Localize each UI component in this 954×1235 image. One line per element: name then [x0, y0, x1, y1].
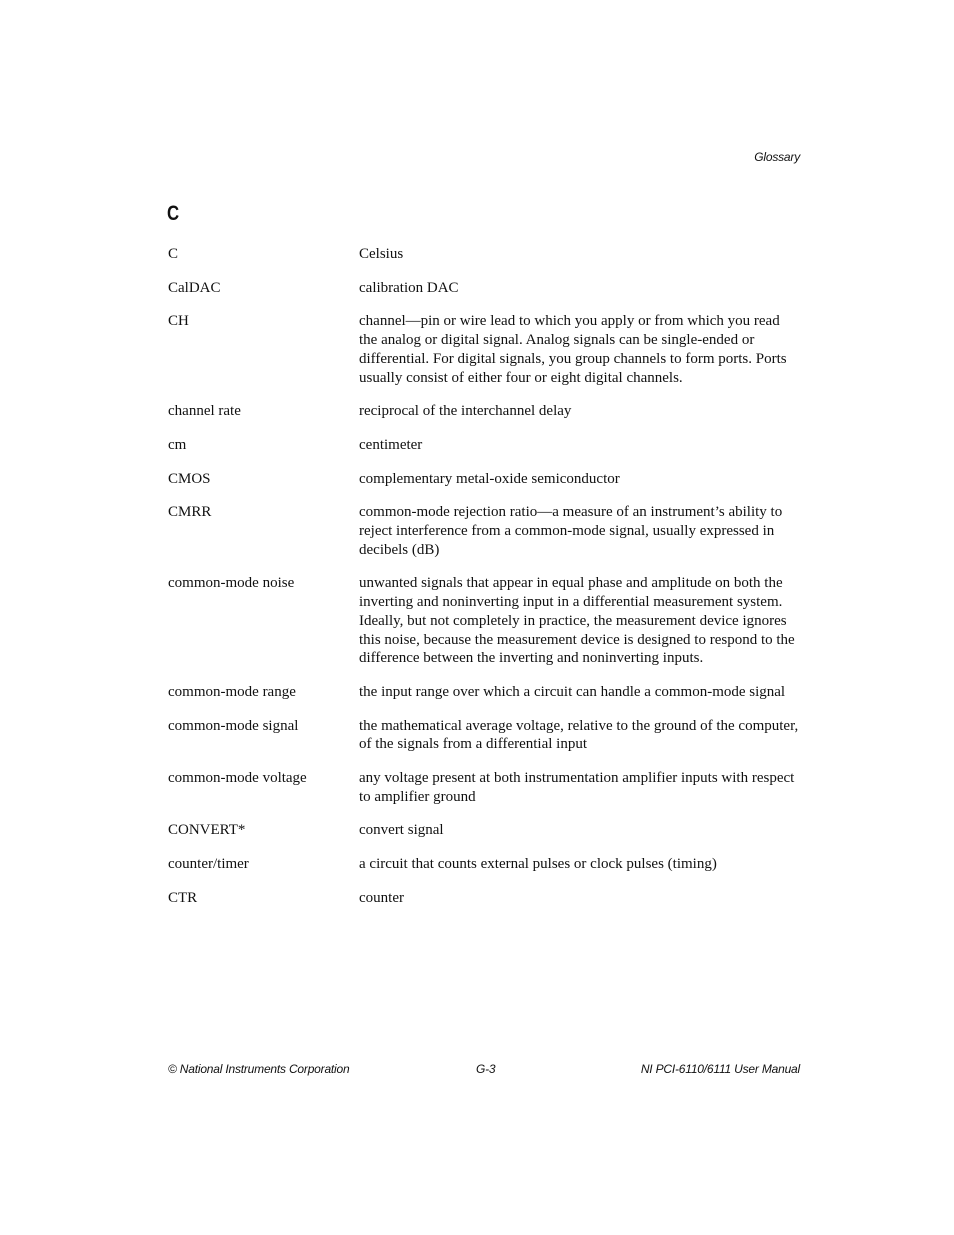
glossary-definition: the mathematical average voltage, relative to the ground of the computer, of the signals from a differential input — [359, 717, 799, 753]
glossary-entry — [168, 503, 808, 559]
footer-manual-title: NI PCI-6110/6111 User Manual — [640, 1062, 800, 1076]
glossary-entry — [168, 436, 808, 455]
glossary-term: common-mode noise — [168, 575, 295, 592]
glossary-entry — [168, 683, 808, 702]
glossary-entry — [168, 769, 808, 806]
glossary-entry-list — [168, 245, 808, 923]
glossary-term: counter/timer — [168, 856, 249, 873]
glossary-definition: calibration DAC — [359, 279, 459, 296]
glossary-definition: a circuit that counts external pulses or clock pulses (timing) — [359, 856, 717, 873]
glossary-definition: common-mode rejection ratio—a measure of an instrument’s ability to reject interference from a common-mode signal, usually expressed in decibels (dB) — [359, 504, 783, 558]
glossary-entry — [168, 574, 808, 668]
glossary-entry — [168, 717, 808, 754]
glossary-term: CMRR — [168, 504, 212, 521]
footer-page-number: G-3 — [476, 1062, 496, 1076]
glossary-term: CONVERT* — [168, 822, 246, 839]
glossary-term: cm — [168, 436, 187, 453]
glossary-term: channel rate — [168, 403, 241, 420]
glossary-definition: convert signal — [359, 822, 444, 839]
glossary-definition: centimeter — [359, 436, 423, 453]
glossary-definition: complementary metal-oxide semiconductor — [359, 470, 620, 487]
glossary-term: CalDAC — [168, 279, 221, 296]
glossary-definition: reciprocal of the interchannel delay — [359, 403, 572, 420]
glossary-entry — [168, 402, 808, 421]
glossary-entry — [168, 312, 808, 387]
glossary-definition: any voltage present at both instrumentation amplifier inputs with respect to amplifier ground — [359, 770, 795, 805]
footer-copyright: © National Instruments Corporation — [168, 1062, 350, 1076]
glossary-entry — [168, 855, 808, 874]
glossary-definition: channel—pin or wire lead to which you apply or from which you read the analog or digital signal. Analog signals can be single-ended or differential. For digital signals, you group channels to form ports. Ports usually consist of either four or eight digital channels. — [359, 313, 787, 386]
glossary-definition: counter — [359, 889, 404, 906]
glossary-definition: the input range over which a circuit can handle a common-mode signal — [359, 683, 786, 700]
section-heading: C — [167, 202, 180, 225]
glossary-term: CMOS — [168, 470, 211, 487]
glossary-term: CH — [168, 313, 189, 330]
glossary-entry — [168, 279, 808, 298]
glossary-entry — [168, 470, 808, 489]
running-header: Glossary — [754, 150, 800, 164]
glossary-entry — [168, 245, 808, 264]
glossary-term: C — [168, 246, 179, 262]
glossary-term: common-mode range — [168, 683, 296, 700]
glossary-term: common-mode voltage — [168, 770, 307, 787]
glossary-entry — [168, 821, 808, 840]
glossary-term: common-mode signal — [168, 717, 299, 734]
glossary-term: CTR — [168, 889, 198, 906]
glossary-definition: Celsius — [359, 246, 404, 262]
glossary-definition: unwanted signals that appear in equal phase and amplitude on both the inverting and noninverting input in a differential measurement system. Ideally, but not completely in practice, the measurement device ignores this noise, because the measurement device is designed to respond to the difference between the inverting and noninverting inputs. — [359, 575, 795, 667]
glossary-entry — [168, 889, 808, 908]
